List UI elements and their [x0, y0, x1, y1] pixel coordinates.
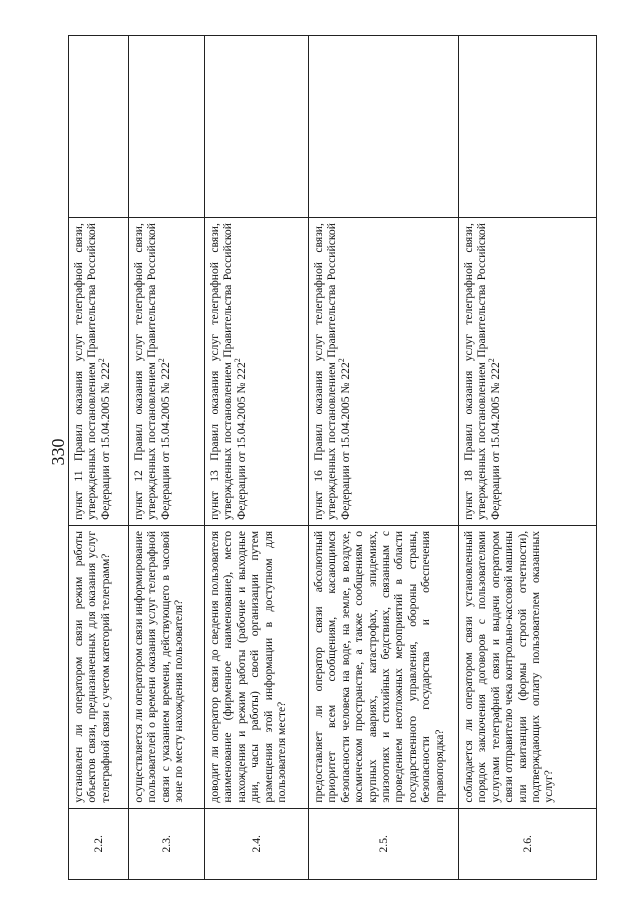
row-reference	[205, 218, 309, 526]
reference-footnote: 2	[156, 358, 166, 363]
row-reference	[459, 218, 597, 526]
row-question: доводит ли оператор связи до сведения пользователя наименование (фирменное наименование), место нахождения и режим работы (рабочие и выходные дни, часы работы) своей организации путем размещения этой информации в доступном для пользователя месте?	[205, 525, 309, 808]
table-row	[459, 36, 597, 880]
reference-text: пункт 13 Правил оказания услуг телеграфной связи, утвержденных постановлением Правительства Российской Федерации от 15.04.2005 № 222	[208, 223, 248, 520]
page-number: 330	[48, 438, 68, 466]
row-question: установлен ли оператором связи режим работы объектов связи, предназначенных для оказания услуг телеграфной связи с учетом категорий телеграмм?	[69, 525, 129, 808]
row-reference	[129, 218, 205, 526]
row-reference	[309, 218, 459, 526]
reference-text: пункт 18 Правил оказания услуг телеграфной связи, утвержденных постановлением Правительства Российской Федерации от 15.04.2005 № 222	[462, 223, 502, 520]
row-notes-cell	[459, 36, 597, 218]
row-number: 2.3.	[129, 808, 205, 879]
table-row	[309, 36, 459, 880]
reference-footnote: 2	[96, 358, 106, 363]
row-number: 2.2.	[69, 808, 129, 879]
rotated-table-container	[68, 35, 596, 880]
reference-text: пункт 11 Правил оказания услуг телеграфной связи, утвержденных постановлением Правительства Российской Федерации от 15.04.2005 № 222	[72, 223, 112, 520]
reference-text: пункт 16 Правил оказания услуг телеграфной связи, утвержденных постановлением Правительства Российской Федерации от 15.04.2005 № 222	[312, 223, 352, 520]
row-question: соблюдается ли оператором связи установленный порядок заключения договоров с пользователями услугами телеграфной связи и выдачи оператором связи отправителю чека контрольно-кассовой машины или квитанции (формы строгой отчетности), подтверждающих оплату пользователем оказанных услуг?	[459, 525, 597, 808]
table-row	[205, 36, 309, 880]
table-row	[69, 36, 129, 880]
row-question: осуществляется ли оператором связи информирование пользователей о времени оказания услуг телеграфной связи с указанием времени, действующего в часовой зоне по месту нахождения пользователя?	[129, 525, 205, 808]
row-number: 2.5.	[309, 808, 459, 879]
reference-footnote: 2	[486, 358, 496, 363]
row-notes-cell	[69, 36, 129, 218]
requirements-table	[68, 35, 597, 880]
row-notes-cell	[309, 36, 459, 218]
row-number: 2.6.	[459, 808, 597, 879]
row-question: предоставляет ли оператор связи абсолютный приоритет всем сообщениям, касающимся безопасности человека на воде, на земле, в воздухе, космическом пространстве, а также сообщениям о крупных авариях, катастрофах, эпидемиях, эпизоотиях и стихийных бедствиях, связанным с проведением неотложных мероприятий в области государственного управления, обороны страны, безопасности государства и обеспечения правопорядка?	[309, 525, 459, 808]
row-reference	[69, 218, 129, 526]
reference-footnote: 2	[232, 358, 242, 363]
row-notes-cell	[205, 36, 309, 218]
reference-footnote: 2	[336, 358, 346, 363]
row-notes-cell	[129, 36, 205, 218]
row-number: 2.4.	[205, 808, 309, 879]
reference-text: пункт 12 Правил оказания услуг телеграфной связи, утвержденных постановлением Правительства Российской Федерации от 15.04.2005 № 222	[132, 223, 172, 520]
table-row	[129, 36, 205, 880]
